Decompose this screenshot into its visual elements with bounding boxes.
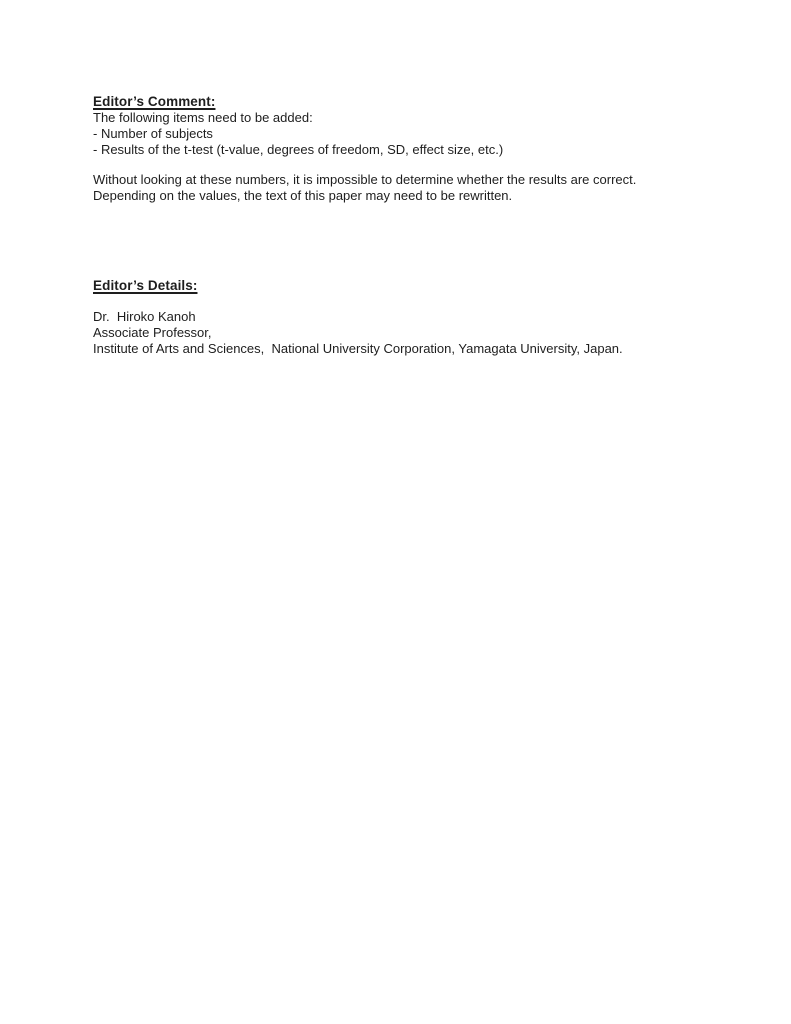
editors-details-heading: Editor’s Details: xyxy=(93,278,198,293)
comment-intro-line: The following items need to be added: xyxy=(93,110,313,125)
editor-title-line: Associate Professor, xyxy=(93,325,212,340)
editor-details-block xyxy=(93,309,721,357)
comment-note-line-1: Without looking at these numbers, it is impossible to determine whether the results are correct. xyxy=(93,172,637,187)
comment-note-paragraph xyxy=(93,172,721,204)
editor-affiliation-line: Institute of Arts and Sciences, National University Corporation, Yamagata University, Japan. xyxy=(93,341,623,356)
editor-name-line: Dr. Hiroko Kanoh xyxy=(93,309,196,324)
document-content xyxy=(0,0,791,357)
comment-item-ttest-results: - Results of the t-test (t-value, degrees of freedom, SD, effect size, etc.) xyxy=(93,142,504,157)
comment-note-line-2: Depending on the values, the text of this paper may need to be rewritten. xyxy=(93,188,513,203)
comment-item-number-of-subjects: - Number of subjects xyxy=(93,126,213,141)
editors-comment-heading: Editor’s Comment: xyxy=(93,94,216,109)
